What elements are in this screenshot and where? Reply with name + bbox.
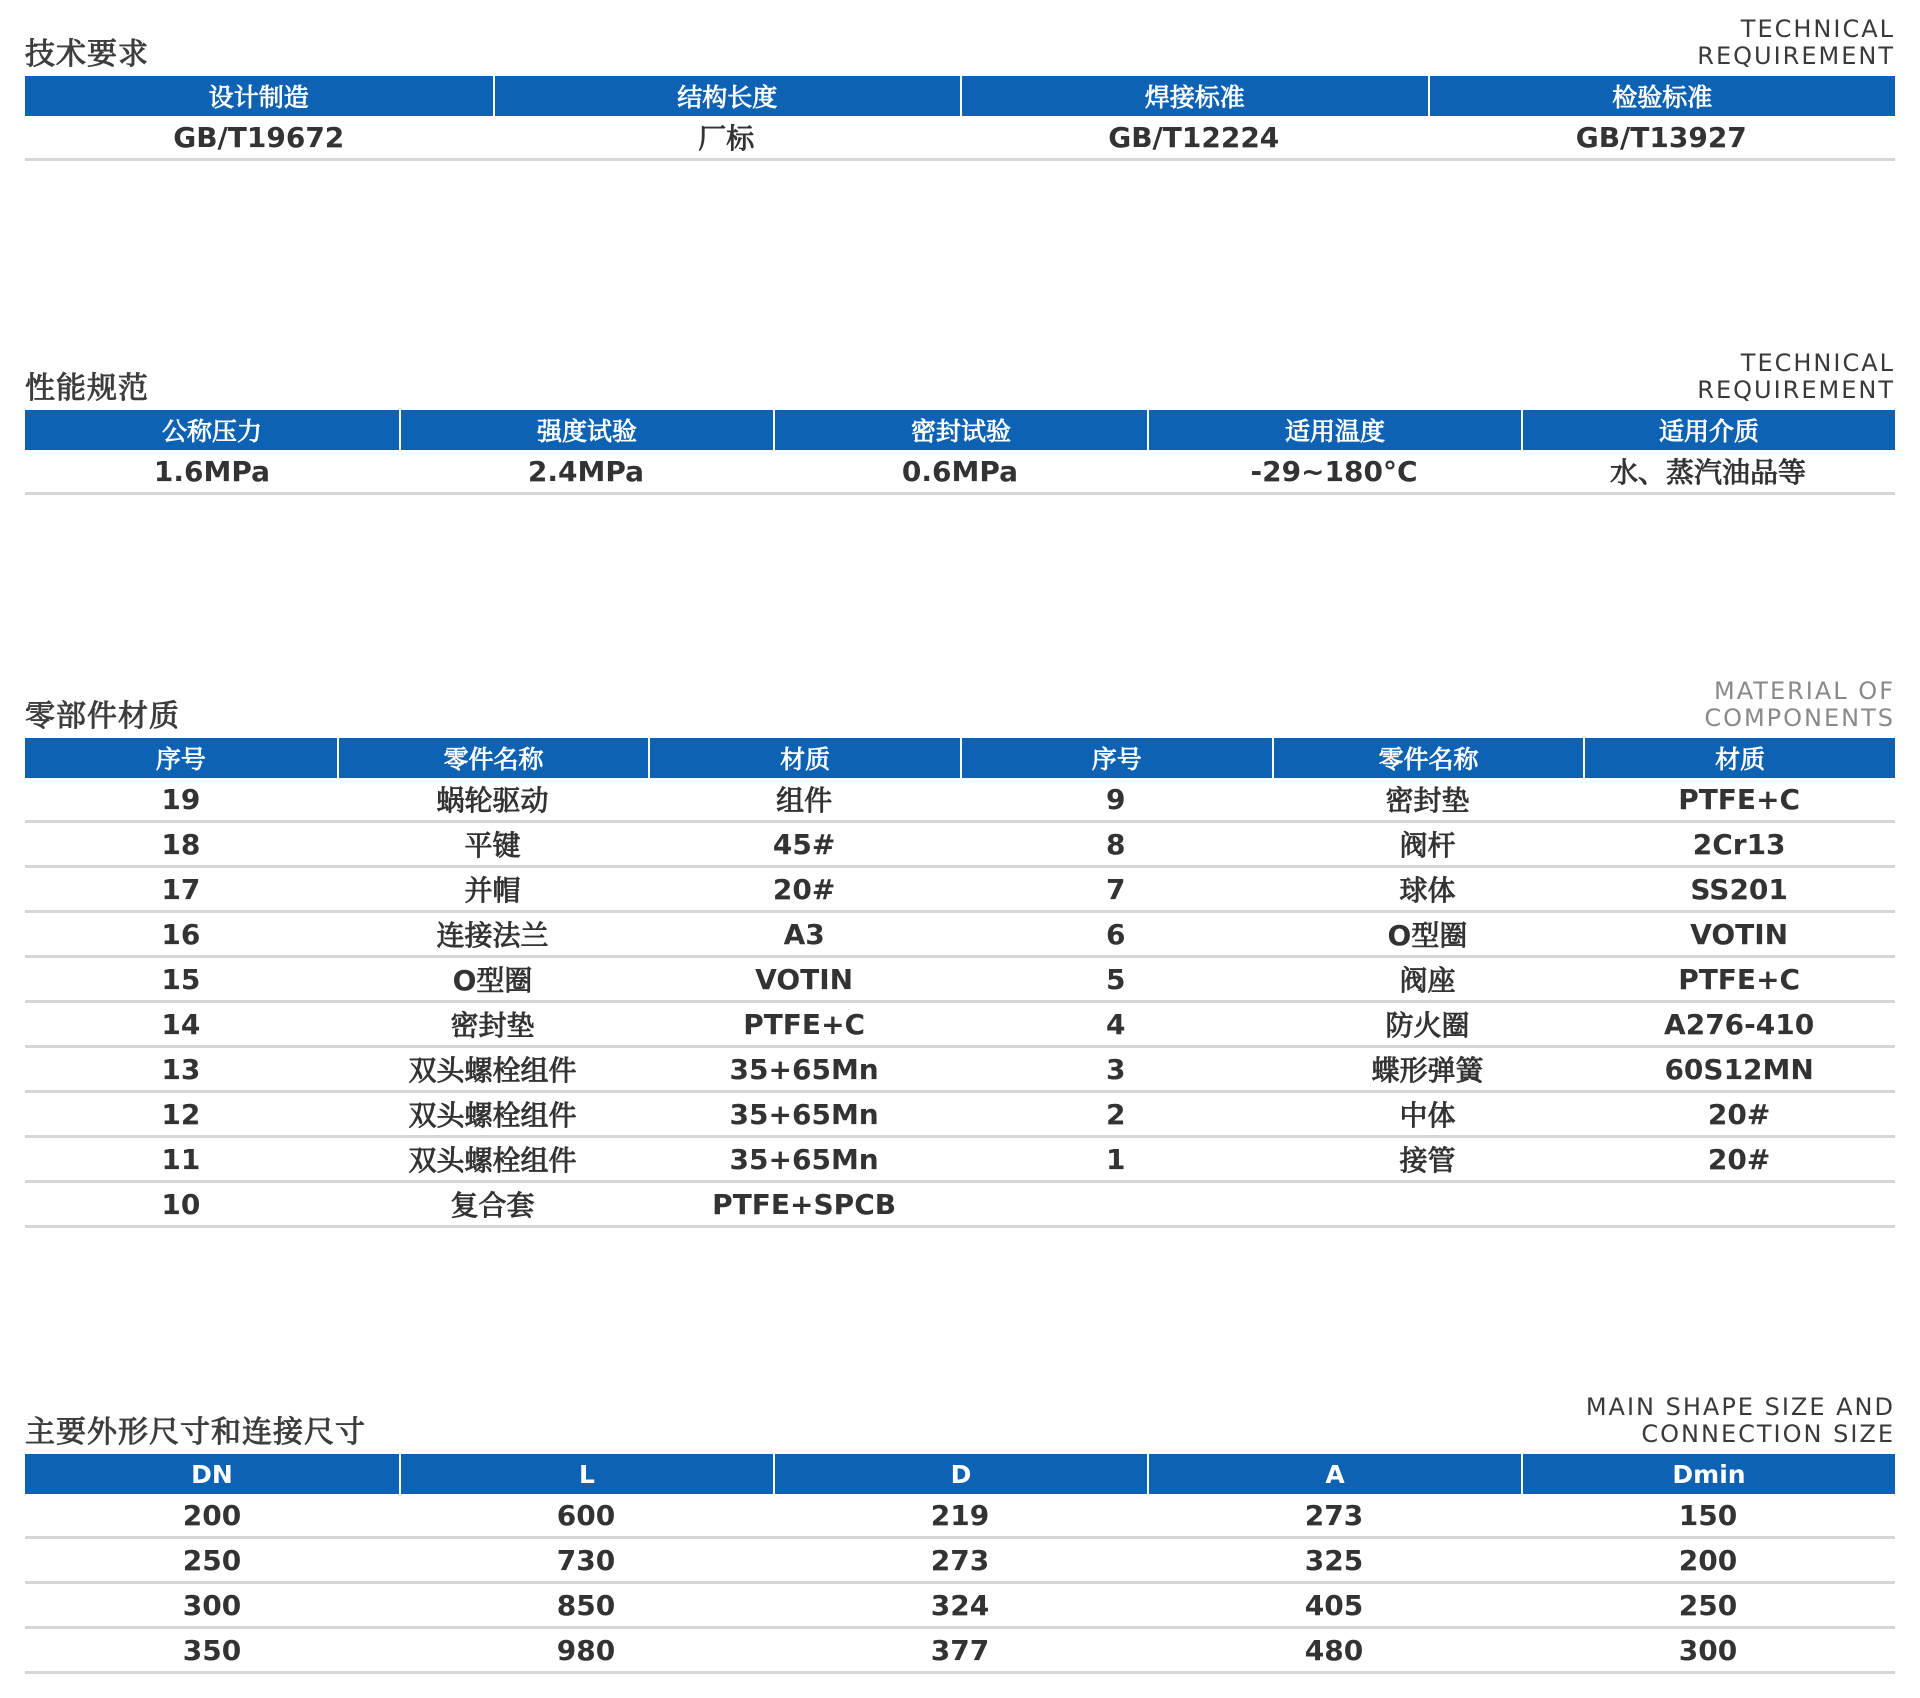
table-cell: 219 xyxy=(773,1494,1147,1539)
table-cell: 150 xyxy=(1521,1494,1895,1539)
table-cell: 蜗轮驱动 xyxy=(337,778,649,823)
table-row xyxy=(25,1003,1895,1048)
section-header xyxy=(25,10,1895,70)
english-title-line: REQUIREMENT xyxy=(1697,42,1895,70)
english-title-line: MATERIAL OF xyxy=(1714,677,1895,705)
table-cell: 7 xyxy=(960,868,1272,913)
table-row xyxy=(25,913,1895,958)
table-row xyxy=(25,116,1895,161)
table-cell: 20# xyxy=(648,868,960,913)
table-cell: 300 xyxy=(1521,1629,1895,1674)
section-header xyxy=(25,344,1895,404)
table-cell: PTFE+SPCB xyxy=(648,1183,960,1228)
table-cell: 密封垫 xyxy=(1272,778,1584,823)
table-row xyxy=(25,1494,1895,1539)
section-english-title xyxy=(1586,1394,1895,1448)
table-cell: 防火圈 xyxy=(1272,1003,1584,1048)
table-cell: 中体 xyxy=(1272,1093,1584,1138)
table-cell: 35+65Mn xyxy=(648,1048,960,1093)
table-cell: 600 xyxy=(399,1494,773,1539)
table-cell: 350 xyxy=(25,1629,399,1674)
table-row xyxy=(25,868,1895,913)
column-header: 设计制造 xyxy=(25,76,493,116)
table-header-row xyxy=(25,738,1895,778)
table-cell: 2Cr13 xyxy=(1583,823,1895,868)
table-cell: 双头螺栓组件 xyxy=(337,1138,649,1183)
english-title-line: MAIN SHAPE SIZE AND xyxy=(1585,1393,1895,1421)
column-header: Dmin xyxy=(1521,1454,1895,1494)
section-title: 性能规范 xyxy=(25,371,149,406)
table-cell: VOTIN xyxy=(1583,913,1895,958)
performance-table xyxy=(25,410,1895,495)
english-title-line: TECHNICAL xyxy=(1740,15,1895,43)
materials-table-body xyxy=(25,778,1895,1228)
english-title-line: CONNECTION SIZE xyxy=(1641,1420,1895,1448)
table-cell: 200 xyxy=(25,1494,399,1539)
table-row xyxy=(25,1048,1895,1093)
table-row xyxy=(25,958,1895,1003)
table-cell: 325 xyxy=(1147,1539,1521,1584)
table-cell: GB/T12224 xyxy=(960,116,1428,161)
table-cell: 13 xyxy=(25,1048,337,1093)
table-cell: 组件 xyxy=(648,778,960,823)
table-cell: 11 xyxy=(25,1138,337,1183)
column-header: 序号 xyxy=(25,738,337,778)
table-cell: 双头螺栓组件 xyxy=(337,1048,649,1093)
column-header: 材质 xyxy=(1583,738,1895,778)
technical-requirement-section xyxy=(25,10,1895,161)
table-cell: 3 xyxy=(960,1048,1272,1093)
dimensions-table xyxy=(25,1454,1895,1674)
table-cell: 阀座 xyxy=(1272,958,1584,1003)
table-cell xyxy=(1583,1183,1895,1228)
column-header: D xyxy=(773,1454,1147,1494)
column-header: 材质 xyxy=(648,738,960,778)
column-header: 检验标准 xyxy=(1428,76,1896,116)
table-cell: 并帽 xyxy=(337,868,649,913)
table-cell: 4 xyxy=(960,1003,1272,1048)
table-cell: 730 xyxy=(399,1539,773,1584)
table-cell: 18 xyxy=(25,823,337,868)
column-header: A xyxy=(1147,1454,1521,1494)
table-cell: 厂标 xyxy=(493,116,961,161)
table-cell: PTFE+C xyxy=(1583,778,1895,823)
section-title: 技术要求 xyxy=(25,37,149,72)
table-cell: PTFE+C xyxy=(648,1003,960,1048)
materials-table xyxy=(25,738,1895,1228)
table-cell: 200 xyxy=(1521,1539,1895,1584)
section-english-title xyxy=(1704,678,1895,732)
table-cell: 12 xyxy=(25,1093,337,1138)
column-header: 适用温度 xyxy=(1147,410,1521,450)
table-header-row xyxy=(25,1454,1895,1494)
table-cell: SS201 xyxy=(1583,868,1895,913)
table-cell xyxy=(960,1183,1272,1228)
column-header: 密封试验 xyxy=(773,410,1147,450)
table-cell: 15 xyxy=(25,958,337,1003)
table-row xyxy=(25,1539,1895,1584)
column-header: 焊接标准 xyxy=(960,76,1428,116)
table-cell: 20# xyxy=(1583,1093,1895,1138)
table-cell: 14 xyxy=(25,1003,337,1048)
table-cell: 2 xyxy=(960,1093,1272,1138)
column-header: 零件名称 xyxy=(1272,738,1584,778)
table-cell: 324 xyxy=(773,1584,1147,1629)
table-header-row xyxy=(25,410,1895,450)
table-cell: A3 xyxy=(648,913,960,958)
table-row xyxy=(25,1093,1895,1138)
table-cell: 0.6MPa xyxy=(773,450,1147,495)
table-cell: 复合套 xyxy=(337,1183,649,1228)
table-header-row xyxy=(25,76,1895,116)
table-row xyxy=(25,1138,1895,1183)
dimensions-section xyxy=(25,1388,1895,1674)
table-cell: 接管 xyxy=(1272,1138,1584,1183)
column-header: 适用介质 xyxy=(1521,410,1895,450)
table-cell: 密封垫 xyxy=(337,1003,649,1048)
table-row xyxy=(25,1629,1895,1674)
table-cell: 980 xyxy=(399,1629,773,1674)
english-title-line: TECHNICAL xyxy=(1740,349,1895,377)
column-header: 公称压力 xyxy=(25,410,399,450)
column-header: DN xyxy=(25,1454,399,1494)
table-cell: O型圈 xyxy=(1272,913,1584,958)
table-cell: GB/T19672 xyxy=(25,116,493,161)
section-title: 主要外形尺寸和连接尺寸 xyxy=(25,1415,366,1450)
english-title-line: REQUIREMENT xyxy=(1697,376,1895,404)
table-cell: 60S12MN xyxy=(1583,1048,1895,1093)
table-cell: 377 xyxy=(773,1629,1147,1674)
table-cell: 球体 xyxy=(1272,868,1584,913)
table-cell: VOTIN xyxy=(648,958,960,1003)
technical-requirement-table xyxy=(25,76,1895,161)
table-cell: 480 xyxy=(1147,1629,1521,1674)
section-english-title xyxy=(1697,16,1895,70)
column-header: 序号 xyxy=(960,738,1272,778)
table-cell: 273 xyxy=(773,1539,1147,1584)
table-row xyxy=(25,1584,1895,1629)
table-cell: 17 xyxy=(25,868,337,913)
table-cell: 850 xyxy=(399,1584,773,1629)
table-cell: 1.6MPa xyxy=(25,450,399,495)
table-cell: 45# xyxy=(648,823,960,868)
table-cell: 1 xyxy=(960,1138,1272,1183)
table-cell: 35+65Mn xyxy=(648,1138,960,1183)
table-cell: 2.4MPa xyxy=(399,450,773,495)
table-cell: 双头螺栓组件 xyxy=(337,1093,649,1138)
column-header: L xyxy=(399,1454,773,1494)
table-cell: 20# xyxy=(1583,1138,1895,1183)
table-cell: -29~180°C xyxy=(1147,450,1521,495)
column-header: 结构长度 xyxy=(493,76,961,116)
table-cell: 连接法兰 xyxy=(337,913,649,958)
table-cell: A276-410 xyxy=(1583,1003,1895,1048)
table-row xyxy=(25,823,1895,868)
table-cell: 阀杆 xyxy=(1272,823,1584,868)
section-header xyxy=(25,672,1895,732)
materials-section xyxy=(25,672,1895,1228)
table-cell: 9 xyxy=(960,778,1272,823)
table-cell: 300 xyxy=(25,1584,399,1629)
table-row xyxy=(25,778,1895,823)
table-cell: 8 xyxy=(960,823,1272,868)
section-english-title xyxy=(1697,350,1895,404)
table-cell: 19 xyxy=(25,778,337,823)
column-header: 强度试验 xyxy=(399,410,773,450)
english-title-line: COMPONENTS xyxy=(1704,704,1895,732)
table-cell: 蝶形弹簧 xyxy=(1272,1048,1584,1093)
table-cell: 273 xyxy=(1147,1494,1521,1539)
table-row xyxy=(25,450,1895,495)
table-cell xyxy=(1272,1183,1584,1228)
performance-section xyxy=(25,344,1895,495)
table-cell: 平键 xyxy=(337,823,649,868)
table-cell: 10 xyxy=(25,1183,337,1228)
table-cell: O型圈 xyxy=(337,958,649,1003)
table-row xyxy=(25,1183,1895,1228)
table-cell: 250 xyxy=(25,1539,399,1584)
table-cell: 16 xyxy=(25,913,337,958)
table-cell: 6 xyxy=(960,913,1272,958)
table-cell: 水、蒸汽油品等 xyxy=(1521,450,1895,495)
table-cell: 5 xyxy=(960,958,1272,1003)
section-title: 零部件材质 xyxy=(25,699,180,734)
table-cell: GB/T13927 xyxy=(1428,116,1896,161)
column-header: 零件名称 xyxy=(337,738,649,778)
table-cell: 405 xyxy=(1147,1584,1521,1629)
table-cell: 35+65Mn xyxy=(648,1093,960,1138)
section-header xyxy=(25,1388,1895,1448)
table-cell: PTFE+C xyxy=(1583,958,1895,1003)
table-cell: 250 xyxy=(1521,1584,1895,1629)
